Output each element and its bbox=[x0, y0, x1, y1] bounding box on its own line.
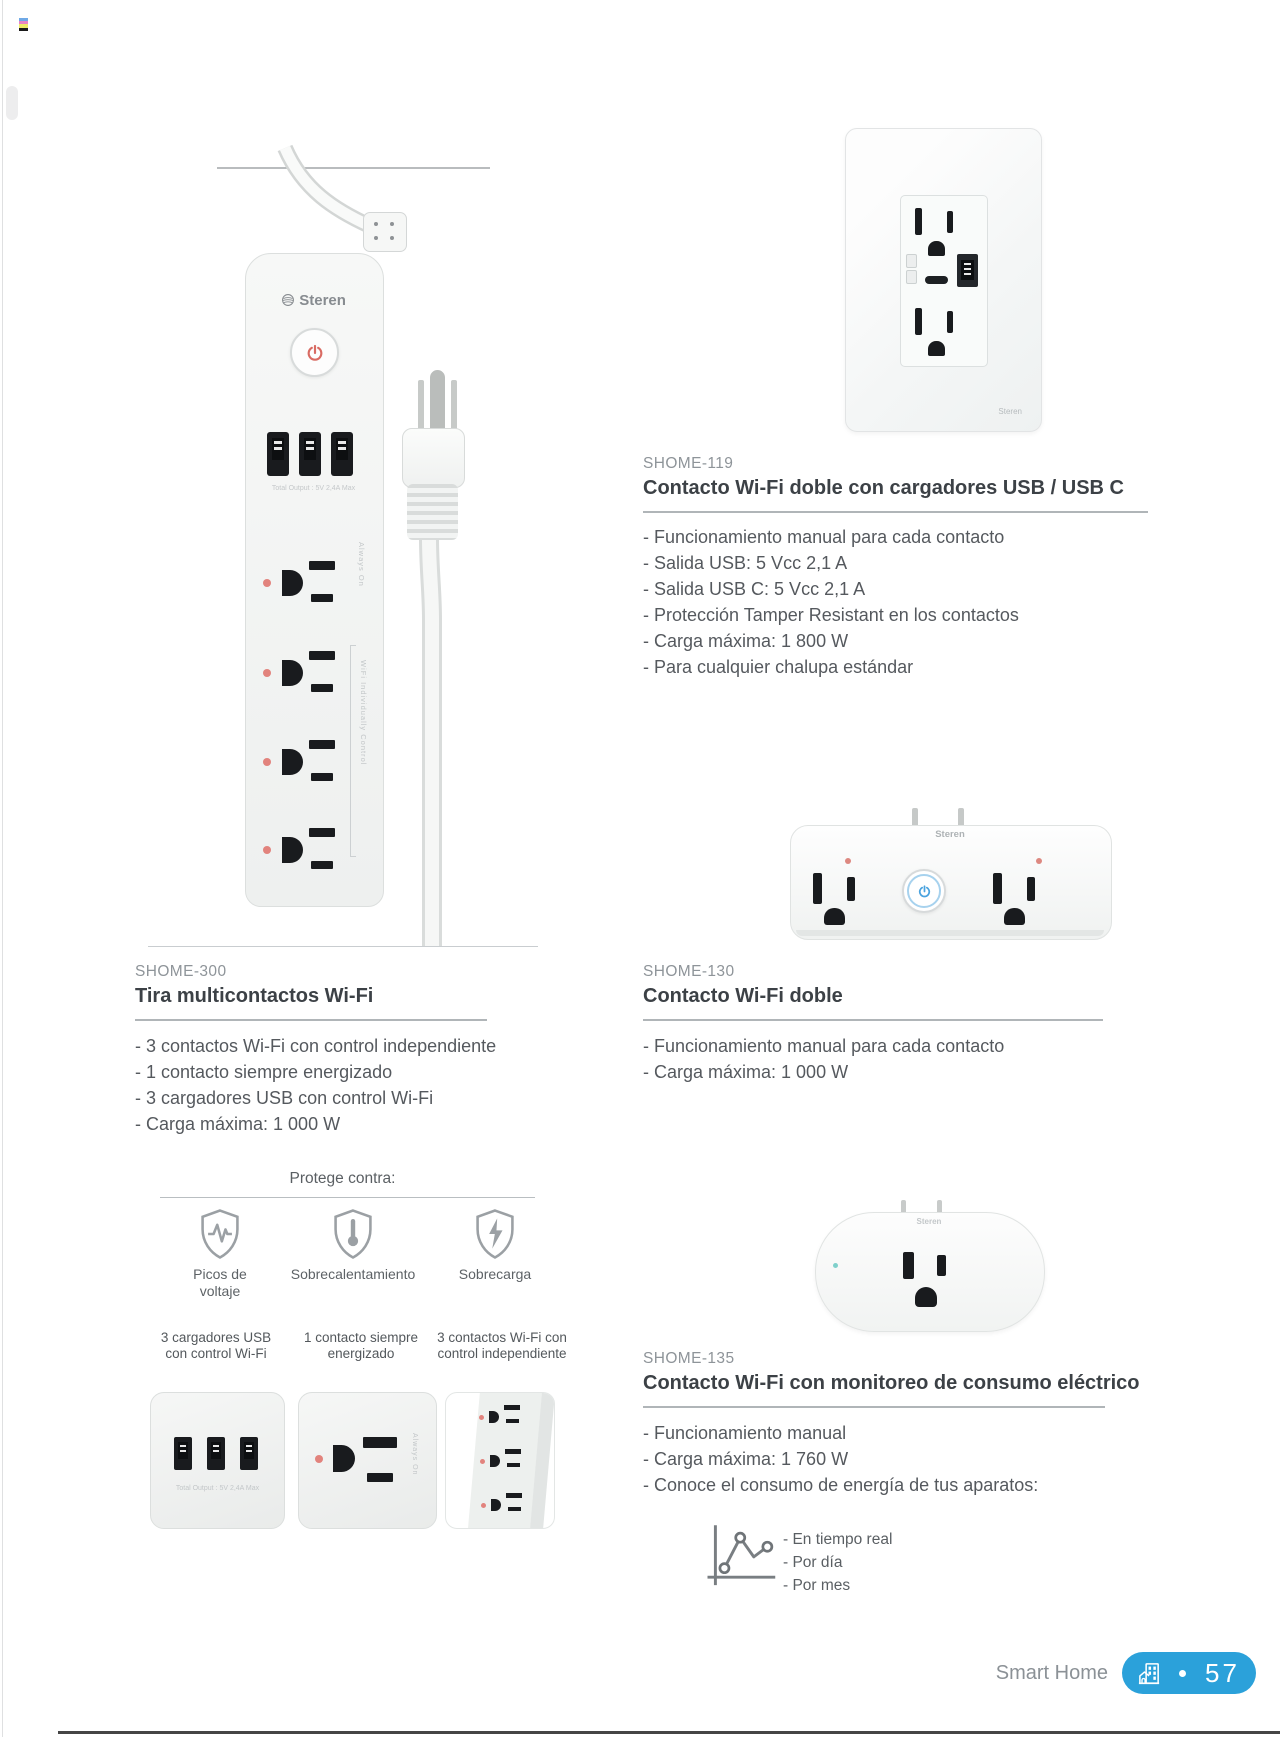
outlet-slot bbox=[505, 1449, 521, 1454]
usb-pin bbox=[306, 441, 314, 444]
outlet-slot bbox=[311, 684, 333, 692]
protect-heading: Protege contra: bbox=[289, 1170, 396, 1187]
usb-port bbox=[299, 432, 321, 476]
outlet-slot bbox=[915, 208, 922, 235]
smart-home-section-icon bbox=[1137, 1661, 1162, 1686]
scan-smudge bbox=[6, 86, 18, 120]
consumption-chart-icon bbox=[705, 1523, 780, 1593]
steren-logo-icon bbox=[281, 293, 295, 307]
page-edge-line bbox=[2, 0, 3, 1737]
cord-connector bbox=[363, 212, 407, 252]
usb-port-slot bbox=[211, 1442, 221, 1459]
wifi-outlets-image bbox=[445, 1392, 555, 1529]
outlet-slot bbox=[367, 1473, 393, 1482]
always-on-outlet-image bbox=[298, 1392, 437, 1529]
always-on-label: Always On bbox=[411, 1433, 418, 1476]
outlet-slot bbox=[847, 877, 855, 901]
power-icon bbox=[305, 343, 325, 363]
product-code: SHOME-119 bbox=[643, 455, 734, 472]
print-registration-mark bbox=[19, 18, 28, 31]
usb-pin bbox=[338, 441, 346, 444]
feature-item: - Carga máxima: 1 000 W bbox=[135, 1114, 341, 1134]
usb-pin bbox=[246, 1450, 252, 1452]
outlet-led bbox=[263, 846, 271, 854]
title-rule bbox=[643, 1406, 1105, 1408]
protection-label: Sobrecalentamiento bbox=[290, 1266, 416, 1282]
usb-pin bbox=[246, 1445, 252, 1447]
outlet-led bbox=[263, 669, 271, 677]
feature-item: - Funcionamiento manual para cada contacto bbox=[643, 1036, 1005, 1056]
usb-port bbox=[174, 1437, 192, 1470]
usb-pin bbox=[180, 1450, 186, 1452]
title-rule bbox=[643, 1019, 1103, 1021]
outlet-slot bbox=[903, 1252, 914, 1279]
feature-item: - Salida USB C: 5 Vcc 2,1 A bbox=[643, 579, 866, 599]
wall-outlet-photo bbox=[845, 128, 1040, 430]
feature-item: - 1 contacto siempre energizado bbox=[135, 1062, 393, 1082]
outlet-ground bbox=[915, 1287, 937, 1307]
feature-item: - Conoce el consumo de energía de tus aparatos: bbox=[643, 1475, 1039, 1495]
outlet-led bbox=[480, 1459, 485, 1464]
outlet-slot bbox=[1027, 877, 1035, 901]
product-code: SHOME-300 bbox=[135, 963, 227, 980]
power-strip-photo bbox=[135, 140, 535, 946]
outlet-ground bbox=[928, 341, 945, 356]
wifi-control-label: WiFi Individually Control bbox=[359, 660, 368, 766]
outlet-led bbox=[263, 579, 271, 587]
page-bottom-edge bbox=[58, 1731, 1280, 1734]
feature-item: - Carga máxima: 1 800 W bbox=[643, 631, 849, 651]
outlet-slot bbox=[508, 1507, 521, 1511]
outlet-slot bbox=[813, 873, 822, 904]
usb-port-slot bbox=[244, 1442, 254, 1459]
device-power-button bbox=[902, 869, 946, 913]
outlet-slot bbox=[311, 861, 333, 869]
feature-item: - Salida USB: 5 Vcc 2,1 A bbox=[643, 553, 848, 573]
outlet-led bbox=[1036, 858, 1042, 864]
usb-a-port bbox=[957, 254, 978, 287]
product-title: Contacto Wi-Fi doble con cargadores USB / USB C bbox=[643, 477, 1124, 499]
steren-logo-text: Steren bbox=[299, 292, 346, 309]
feature-item: - Carga máxima: 1 000 W bbox=[643, 1062, 849, 1082]
outlet-led bbox=[479, 1415, 484, 1420]
overload-shield-icon bbox=[473, 1208, 517, 1260]
strip-power-button bbox=[290, 328, 339, 377]
connector-pin bbox=[390, 236, 394, 240]
protection-label: Picos de voltaje bbox=[193, 1266, 247, 1299]
overheat-shield-icon bbox=[331, 1208, 375, 1260]
usb-pin bbox=[964, 263, 971, 265]
callout-caption: 1 contacto siempre energizado bbox=[303, 1330, 419, 1361]
feature-item: - Funcionamiento manual para cada contacto bbox=[643, 527, 1005, 547]
manual-button bbox=[906, 254, 917, 268]
feature-item: - Para cualquier chalupa estándar bbox=[643, 657, 914, 677]
usb-output-note: Total Output : 5V 2,4A Max bbox=[271, 485, 356, 492]
usb-port bbox=[240, 1437, 258, 1470]
plug-body bbox=[402, 428, 465, 488]
manual-button bbox=[906, 270, 917, 284]
usb-port-slot bbox=[304, 438, 316, 460]
feature-list bbox=[135, 1033, 555, 1137]
steren-logo-small: Steren bbox=[916, 1217, 942, 1226]
plug-prong bbox=[451, 380, 457, 432]
outlet-ground bbox=[333, 1445, 355, 1472]
usb-pin bbox=[306, 447, 314, 450]
outlet-ground bbox=[1004, 908, 1025, 925]
usb-port bbox=[267, 432, 289, 476]
outlet-led bbox=[845, 858, 851, 864]
device-bottom-shadow bbox=[796, 930, 1104, 936]
usb-pin bbox=[274, 447, 282, 450]
feature-list bbox=[643, 524, 1163, 680]
outlet-slot bbox=[993, 873, 1002, 904]
page-number-badge bbox=[1122, 1652, 1256, 1694]
smart-plug-photo bbox=[815, 1200, 1043, 1330]
title-rule bbox=[643, 511, 1148, 513]
outlet-slot bbox=[309, 828, 335, 837]
monitor-list bbox=[783, 1528, 1043, 1597]
outlet-slot bbox=[915, 308, 922, 335]
outlet-ground bbox=[928, 241, 945, 256]
monitor-item: - Por día bbox=[783, 1554, 843, 1571]
plug-strain-relief bbox=[407, 484, 458, 540]
monitor-item: - Por mes bbox=[783, 1577, 851, 1594]
surge-shield-icon bbox=[198, 1208, 242, 1260]
monitor-item: - En tiempo real bbox=[783, 1531, 893, 1548]
usb-output-note: Total Output : 5V 2,4A Max bbox=[175, 1485, 260, 1492]
product-title: Contacto Wi-Fi con monitoreo de consumo eléctrico bbox=[643, 1372, 1140, 1394]
feature-item: - Funcionamiento manual bbox=[643, 1423, 847, 1443]
steren-logo bbox=[245, 292, 382, 309]
steren-logo-small: Steren bbox=[998, 407, 1022, 416]
badge-dot bbox=[1179, 1670, 1186, 1677]
photo-divider bbox=[148, 946, 538, 947]
steren-logo-small: Steren bbox=[935, 829, 965, 840]
usb-port bbox=[331, 432, 353, 476]
outlet-led bbox=[263, 758, 271, 766]
usb-port bbox=[207, 1437, 225, 1470]
outlet-ground bbox=[824, 908, 845, 925]
outlet-slot bbox=[309, 651, 335, 660]
outlet-led bbox=[481, 1503, 486, 1508]
product-code: SHOME-130 bbox=[643, 963, 735, 980]
outlet-slot bbox=[947, 311, 953, 333]
feature-item: - Protección Tamper Resistant en los contactos bbox=[643, 605, 1019, 625]
feature-item: - Carga máxima: 1 760 W bbox=[643, 1449, 849, 1469]
plug-prong bbox=[418, 380, 424, 432]
connector-pin bbox=[374, 236, 378, 240]
usb-closeup-image bbox=[150, 1392, 285, 1529]
usb-port-slot bbox=[961, 260, 974, 280]
outlet-led bbox=[315, 1455, 323, 1463]
product-code: SHOME-135 bbox=[643, 1350, 735, 1367]
connector-pin bbox=[390, 222, 394, 226]
outlet-slot bbox=[947, 211, 953, 233]
always-on-label: Always On bbox=[357, 542, 366, 587]
protection-label: Sobrecarga bbox=[458, 1266, 532, 1282]
outlet-slot bbox=[937, 1255, 946, 1276]
usb-port-slot bbox=[272, 438, 284, 460]
callout-caption: 3 contactos Wi-Fi con control independiente bbox=[437, 1330, 567, 1361]
feature-item: - 3 cargadores USB con control Wi-Fi bbox=[135, 1088, 434, 1108]
outlet-slot bbox=[363, 1437, 397, 1448]
outlet-slot bbox=[309, 740, 335, 749]
usb-pin bbox=[180, 1445, 186, 1447]
outlet-slot bbox=[311, 594, 333, 602]
protect-rule bbox=[160, 1197, 535, 1198]
outlet-slot bbox=[506, 1493, 522, 1498]
connector-pin bbox=[374, 222, 378, 226]
outlet-slot bbox=[309, 561, 335, 570]
callout-caption: 3 cargadores USB con control Wi-Fi bbox=[160, 1330, 272, 1361]
usb-port-slot bbox=[178, 1442, 188, 1459]
usb-pin bbox=[338, 447, 346, 450]
wifi-bracket bbox=[350, 645, 356, 857]
outlet-slot bbox=[311, 773, 333, 781]
device-body bbox=[815, 1212, 1045, 1332]
usb-c-port bbox=[925, 276, 948, 284]
usb-pin bbox=[964, 268, 971, 270]
plug-ground-prong bbox=[430, 370, 445, 432]
usb-pin bbox=[274, 441, 282, 444]
outlet-slot bbox=[507, 1463, 520, 1467]
page-number: 57 bbox=[1205, 1657, 1240, 1688]
power-icon bbox=[917, 884, 932, 899]
outlet-slot bbox=[506, 1419, 519, 1423]
double-outlet-photo bbox=[790, 808, 1110, 941]
feature-list bbox=[643, 1033, 1163, 1085]
product-title: Tira multicontactos Wi-Fi bbox=[135, 985, 374, 1007]
usb-port-slot bbox=[336, 438, 348, 460]
usb-pin bbox=[213, 1445, 219, 1447]
footer-section-label: Smart Home bbox=[995, 1662, 1108, 1684]
outlet-panel bbox=[900, 195, 988, 367]
power-button-ring bbox=[907, 874, 941, 908]
status-led bbox=[833, 1263, 838, 1268]
usb-pin bbox=[213, 1450, 219, 1452]
print-mark-stripe-black bbox=[19, 28, 28, 31]
title-rule bbox=[135, 1019, 487, 1021]
feature-item: - 3 contactos Wi-Fi con control independiente bbox=[135, 1036, 497, 1056]
feature-list bbox=[643, 1420, 1163, 1498]
outlet-slot bbox=[504, 1405, 520, 1410]
product-title: Contacto Wi-Fi doble bbox=[643, 985, 843, 1007]
usb-pin bbox=[964, 273, 971, 275]
